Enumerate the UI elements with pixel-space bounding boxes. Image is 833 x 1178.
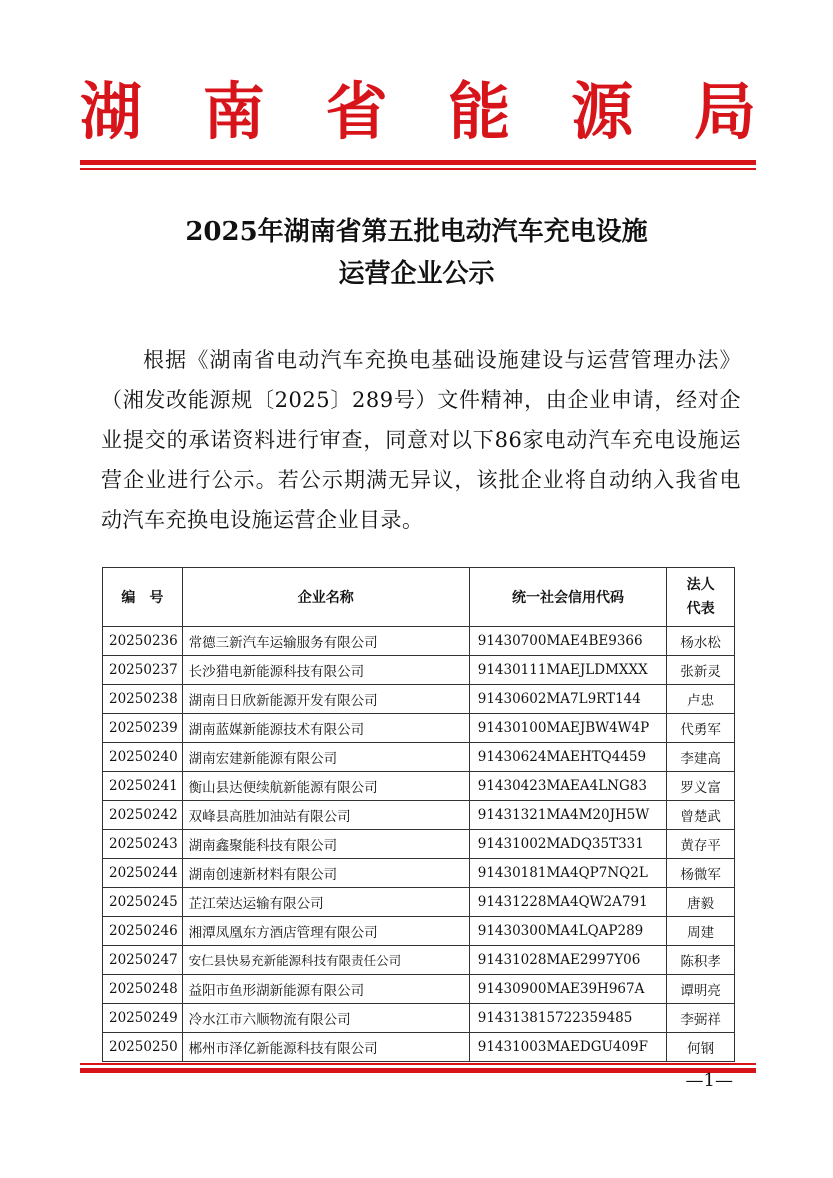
cell-number: 20250239 — [103, 714, 183, 743]
header-legal-rep-line1: 法人 — [686, 577, 715, 593]
cell-number: 20250247 — [103, 946, 183, 975]
cell-credit-code: 914313815722359485 — [469, 1004, 667, 1033]
table-row — [103, 801, 735, 830]
cell-number: 20250238 — [103, 685, 183, 714]
header-credit-code: 统一社会信用代码 — [469, 568, 667, 627]
cell-credit-code: 91431028MAE2997Y06 — [469, 946, 667, 975]
cell-credit-code: 91430111MAEJLDMXXX — [469, 656, 667, 685]
cell-company: 益阳市鱼形湖新能源有限公司 — [182, 975, 469, 1004]
table-header-row — [103, 568, 735, 627]
cell-number: 20250250 — [103, 1033, 183, 1062]
header-legal-rep-line2: 代表 — [686, 601, 715, 617]
cell-company: 湖南鑫聚能科技有限公司 — [182, 830, 469, 859]
cell-company: 湖南蓝媒新能源技术有限公司 — [182, 714, 469, 743]
cell-company: 湖南日日欣新能源开发有限公司 — [182, 685, 469, 714]
cell-number: 20250248 — [103, 975, 183, 1004]
cell-company: 双峰县高胜加油站有限公司 — [182, 801, 469, 830]
masthead-char: 源 — [571, 75, 634, 148]
cell-credit-code: 91430700MAE4BE9366 — [469, 627, 667, 656]
cell-company: 湖南创速新材料有限公司 — [182, 859, 469, 888]
cell-legal-rep: 谭明亮 — [667, 975, 735, 1004]
cell-legal-rep: 何钢 — [667, 1033, 735, 1062]
cell-company: 冷水江市六顺物流有限公司 — [182, 1004, 469, 1033]
cell-credit-code: 91430624MAEHTQ4459 — [469, 743, 667, 772]
cell-credit-code: 91430300MA4LQAP289 — [469, 917, 667, 946]
table-row — [103, 627, 735, 656]
enterprise-table — [102, 567, 735, 1062]
masthead — [80, 72, 756, 152]
cell-legal-rep: 周建 — [667, 917, 735, 946]
table-row — [103, 772, 735, 801]
cell-number: 20250249 — [103, 1004, 183, 1033]
cell-legal-rep: 代勇军 — [667, 714, 735, 743]
header-number: 编 号 — [103, 568, 183, 627]
cell-number: 20250237 — [103, 656, 183, 685]
cell-company: 衡山县达便续航新能源有限公司 — [182, 772, 469, 801]
cell-legal-rep: 李弼祥 — [667, 1004, 735, 1033]
cell-number: 20250246 — [103, 917, 183, 946]
table-row — [103, 1033, 735, 1062]
cell-legal-rep: 杨水松 — [667, 627, 735, 656]
cell-company: 郴州市泽亿新能源科技有限公司 — [182, 1033, 469, 1062]
table-row — [103, 975, 735, 1004]
cell-credit-code: 91430100MAEJBW4W4P — [469, 714, 667, 743]
table-row — [103, 656, 735, 685]
cell-credit-code: 91431003MAEDGU409F — [469, 1033, 667, 1062]
cell-legal-rep: 李建高 — [667, 743, 735, 772]
table-row — [103, 830, 735, 859]
header-company: 企业名称 — [182, 568, 469, 627]
cell-credit-code: 91431321MA4M20JH5W — [469, 801, 667, 830]
cell-company: 芷江荣达运输有限公司 — [182, 888, 469, 917]
cell-company: 安仁县快易充新能源科技有限责任公司 — [182, 946, 469, 975]
cell-legal-rep: 罗义富 — [667, 772, 735, 801]
cell-number: 20250241 — [103, 772, 183, 801]
masthead-char: 局 — [693, 75, 756, 148]
masthead-char: 省 — [325, 75, 388, 148]
cell-number: 20250245 — [103, 888, 183, 917]
body-text — [101, 340, 741, 540]
page-number: —1— — [685, 1070, 733, 1091]
cell-company: 常德三新汽车运输服务有限公司 — [182, 627, 469, 656]
table-row — [103, 917, 735, 946]
cell-number: 20250240 — [103, 743, 183, 772]
cell-credit-code: 91430181MA4QP7NQ2L — [469, 859, 667, 888]
cell-number: 20250236 — [103, 627, 183, 656]
footer-rule-thin — [80, 1063, 756, 1065]
cell-legal-rep: 曾楚武 — [667, 801, 735, 830]
table-row — [103, 685, 735, 714]
masthead-rule-thin — [80, 168, 756, 170]
cell-legal-rep: 张新灵 — [667, 656, 735, 685]
header-legal-rep — [667, 568, 735, 627]
masthead-char: 能 — [448, 75, 511, 148]
cell-company: 湘潭凤凰东方酒店管理有限公司 — [182, 917, 469, 946]
cell-number: 20250244 — [103, 859, 183, 888]
cell-legal-rep: 黄存平 — [667, 830, 735, 859]
cell-company: 湖南宏建新能源有限公司 — [182, 743, 469, 772]
cell-legal-rep: 唐毅 — [667, 888, 735, 917]
cell-number: 20250242 — [103, 801, 183, 830]
cell-credit-code: 91430602MA7L9RT144 — [469, 685, 667, 714]
document-title-line1: 2025年湖南省第五批电动汽车充电设施 — [185, 217, 648, 247]
cell-credit-code: 91430423MAEA4LNG83 — [469, 772, 667, 801]
masthead-char: 湖 — [80, 75, 143, 148]
masthead-rule-thick — [80, 160, 756, 165]
cell-legal-rep: 杨微军 — [667, 859, 735, 888]
body-paragraph: 根据《湖南省电动汽车充换电基础设施建设与运营管理办法》（湘发改能源规〔2025〕289号）文件精神，由企业申请，经对企业提交的承诺资料进行审查，同意对以下86家电动汽车充电设施运营企业进行公示。若公示期满无异议，该批企业将自动纳入我省电动汽车充换电设施运营企业目录。 — [101, 348, 741, 532]
table-row — [103, 743, 735, 772]
cell-legal-rep: 陈积孝 — [667, 946, 735, 975]
masthead-char: 南 — [202, 75, 265, 148]
footer-rule-thick — [80, 1068, 756, 1073]
table-row — [103, 1004, 735, 1033]
cell-credit-code: 91431228MA4QW2A791 — [469, 888, 667, 917]
cell-credit-code: 91430900MAE39H967A — [469, 975, 667, 1004]
table-row — [103, 946, 735, 975]
cell-number: 20250243 — [103, 830, 183, 859]
table-row — [103, 888, 735, 917]
table-row — [103, 714, 735, 743]
cell-legal-rep: 卢忠 — [667, 685, 735, 714]
cell-company: 长沙猎电新能源科技有限公司 — [182, 656, 469, 685]
document-title-line2: 运营企业公示 — [338, 259, 495, 289]
table-row — [103, 859, 735, 888]
cell-credit-code: 91431002MADQ35T331 — [469, 830, 667, 859]
